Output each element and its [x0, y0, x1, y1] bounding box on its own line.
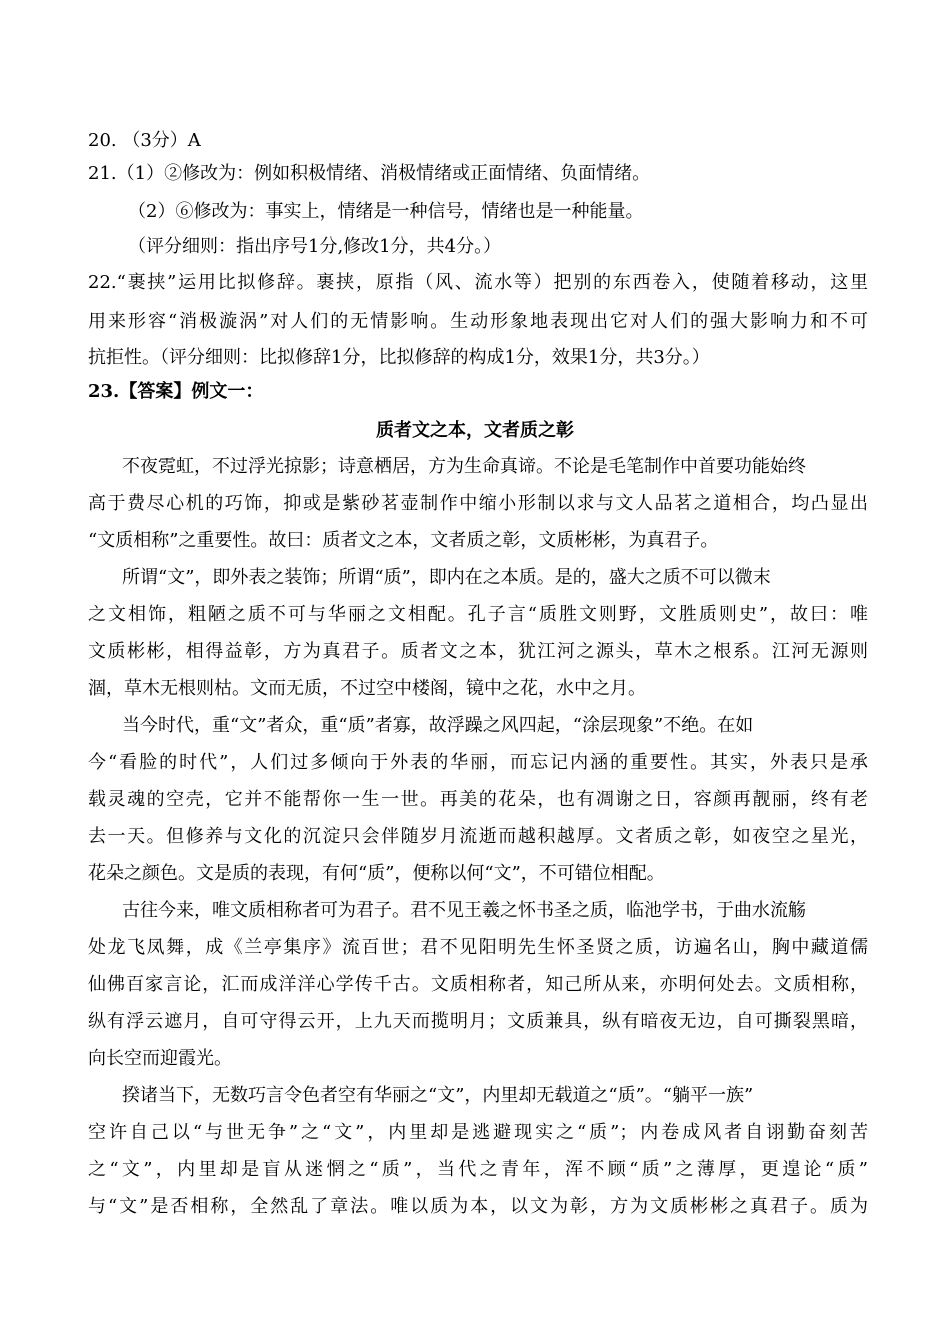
essay-line: 古往今来，唯文质相称者可为君子。君不见王羲之怀书圣之质，临池学书，于曲水流觞 [122, 900, 806, 921]
answer-21-part-1: 21.（1）②修改为：例如积极情绪、消极情绪或正面情绪、负面情绪。 [88, 163, 651, 184]
essay-line: “文质相称”之重要性。故曰：质者文之本，文者质之彰，文质彬彬，为真君子。 [88, 530, 719, 551]
essay-line: 与“文”是否相称，全然乱了章法。唯以质为本，以文为彰，方为文质彬彬之真君子。质为 [88, 1196, 868, 1217]
essay-line: 载灵魂的空壳，它并不能帮你一生一世。再美的花朵，也有凋谢之日，容颜再靓丽，终有老 [88, 789, 868, 810]
essay-line: 今“看脸的时代”，人们过多倾向于外表的华丽，而忘记内涵的重要性。其实，外表只是承 [88, 752, 868, 773]
essay-line: 所谓“文”，即外表之装饰；所谓“质”，即内在之本质。是的，盛大之质不可以微末 [122, 567, 771, 588]
essay-line: 去一天。但修养与文化的沉淀只会伴随岁月流逝而越积越厚。文者质之彰，如夜空之星光， [88, 826, 868, 847]
essay-line: 仙佛百家言论，汇而成洋洋心学传千古。文质相称者，知己所从来，亦明何处去。文质相称， [88, 974, 868, 995]
answer-22-line-1: 22.“裹挟”运用比拟修辞。裹挟，原指（风、流水等）把别的东西卷入，使随着移动，这里 [88, 272, 868, 293]
essay-line: 处龙飞凤舞，成《兰亭集序》流百世；君不见阳明先生怀圣贤之质，访遍名山，胸中藏道儒 [88, 937, 868, 958]
essay-line: 纵有浮云遮月，自可守得云开，上九天而揽明月；文质兼具，纵有暗夜无边，自可撕裂黑暗， [88, 1011, 868, 1032]
essay-title: 质者文之本，文者质之彰 [376, 420, 574, 441]
answer-21-scoring: （评分细则：指出序号1分,修改1分，共4分。） [128, 236, 502, 257]
answer-22-line-2: 用来形容“消极漩涡”对人们的无情影响。生动形象地表现出它对人们的强大影响力和不可 [88, 311, 868, 332]
answer-20: 20. （3分）A [88, 130, 201, 151]
essay-line: 之“文”，内里却是盲从迷惘之“质”，当代之青年，浑不顾“质”之薄厚，更遑论“质” [88, 1159, 868, 1180]
essay-line: 揆诸当下，无数巧言令色者空有华丽之“文”，内里却无载道之“质”。“躺平一族” [122, 1085, 754, 1106]
essay-line: 之文相饰，粗陋之质不可与华丽之文相配。孔子言“质胜文则野，文胜质则史”，故曰：唯 [88, 604, 868, 625]
answer-22-line-3: 抗拒性。（评分细则：比拟修辞1分，比拟修辞的构成1分，效果1分，共3分。） [88, 347, 710, 368]
essay-line: 文质彬彬，相得益彰，方为真君子。质者文之本，犹江河之源头，草木之根系。江河无源则 [88, 641, 868, 662]
essay-line: 当今时代，重“文”者众，重“质”者寡，故浮躁之风四起，“涂层现象”不绝。在如 [122, 715, 754, 736]
essay-line: 空许自己以“与世无争”之“文”，内里却是逃避现实之“质”；内卷成风者自诩勤奋刻苦 [88, 1122, 868, 1143]
answer-23-heading: 23.【答案】例文一： [88, 381, 264, 402]
essay-line: 涸，草木无根则枯。文而无质，不过空中楼阁，镜中之花，水中之月。 [88, 678, 646, 699]
essay-line: 不夜霓虹，不过浮光掠影；诗意栖居，方为生命真谛。不论是毛笔制作中首要功能始终 [122, 456, 806, 477]
essay-line: 高于费尽心机的巧饰，抑或是紫砂茗壶制作中缩小形制以求与文人品茗之道相合，均凸显出 [88, 493, 868, 514]
answer-21-part-2: （2）⑥修改为：事实上，情绪是一种信号，情绪也是一种能量。 [128, 201, 644, 222]
essay-line: 花朵之颜色。文是质的表现，有何“质”，便称以何“文”，不可错位相配。 [88, 863, 665, 884]
essay-line: 向长空而迎霞光。 [88, 1048, 232, 1069]
